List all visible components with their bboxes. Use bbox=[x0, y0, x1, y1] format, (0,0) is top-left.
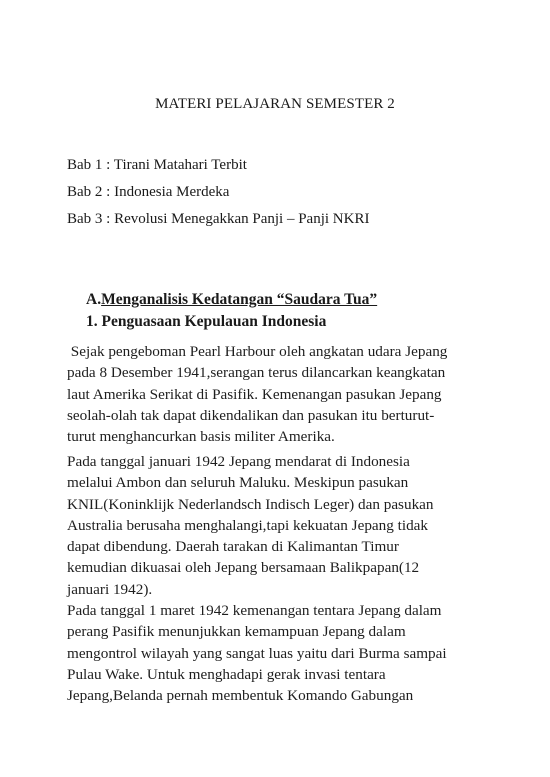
paragraph-line: Jepang,Belanda pernah membentuk Komando Gabungan bbox=[67, 687, 414, 705]
paragraph bbox=[67, 451, 483, 600]
paragraph-line: Pada tanggal januari 1942 Jepang mendarat di Indonesia bbox=[67, 453, 410, 470]
toc-item: Bab 3 : Revolusi Menegakkan Panji – Panji NKRI bbox=[67, 211, 370, 227]
paragraph-line: kemudian dikuasai oleh Jepang bersamaan Balikpapan(12 bbox=[67, 559, 420, 577]
toc-item: Bab 1 : Tirani Matahari Terbit bbox=[67, 157, 247, 173]
paragraph-line: Pada tanggal 1 maret 1942 kemenangan tentara Jepang dalam bbox=[67, 602, 442, 619]
table-of-contents bbox=[67, 152, 369, 233]
paragraph bbox=[67, 600, 483, 706]
page-title: MATERI PELAJARAN SEMESTER 2 bbox=[155, 96, 395, 112]
paragraph-line: Sejak pengeboman Pearl Harbour oleh angkatan udara Jepang bbox=[67, 343, 448, 360]
paragraph-line: melalui Ambon dan seluruh Maluku. Meskipun pasukan bbox=[67, 474, 409, 492]
paragraph-line: laut Amerika Serikat di Pasifik. Kemenangan pasukan Jepang bbox=[67, 385, 442, 403]
section-title: Menganalisis Kedatangan “Saudara Tua” bbox=[101, 291, 378, 308]
paragraph-line: seolah-olah tak dapat dikendalikan dan pasukan itu berturut- bbox=[67, 406, 435, 424]
paragraph-line: januari 1942). bbox=[67, 580, 153, 598]
paragraph-line: Pulau Wake. Untuk menghadapi gerak invasi tentara bbox=[67, 665, 386, 683]
paragraph-line: dapat dibendung. Daerah tarakan di Kalimantan Timur bbox=[67, 538, 399, 556]
sub-heading: 1. Penguasaan Kepulauan Indonesia bbox=[86, 313, 327, 330]
paragraph-line: mengontrol wilayah yang sangat luas yaitu dari Burma sampai bbox=[67, 644, 447, 662]
paragraph bbox=[67, 341, 483, 447]
paragraph-line: pada 8 Desember 1941,serangan terus dilancarkan keangkatan bbox=[67, 364, 446, 382]
paragraph-line: Australia berusaha menghalangi,tapi kekuatan Jepang tidak bbox=[67, 516, 428, 534]
section-prefix: A. bbox=[86, 291, 102, 308]
section-heading bbox=[86, 291, 377, 309]
paragraph-line: perang Pasifik menunjukkan kemampuan Jepang dalam bbox=[67, 623, 406, 641]
toc-item: Bab 2 : Indonesia Merdeka bbox=[67, 184, 230, 200]
paragraph-line: KNIL(Koninklijk Nederlandsch Indisch Leger) dan pasukan bbox=[67, 495, 434, 513]
paragraph-line: turut menghancurkan basis militer Amerika. bbox=[67, 428, 335, 446]
